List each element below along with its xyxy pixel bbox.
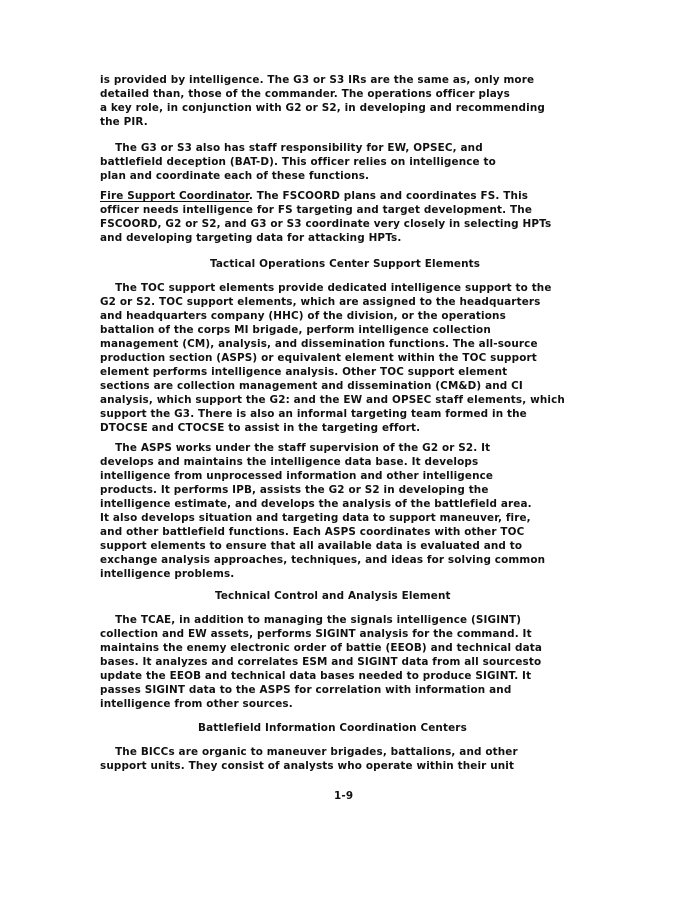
fscoord-title: Fire Support Coordinator bbox=[100, 190, 249, 202]
text-line: the PIR. bbox=[100, 116, 148, 128]
text-line: a key role, in conjunction with G2 or S2, in developing and recommending bbox=[100, 102, 545, 114]
text-line: update the EEOB and technical data bases needed to produce SIGINT. It bbox=[100, 670, 532, 682]
section-heading-tcae: Technical Control and Analysis Element bbox=[215, 590, 451, 602]
text-line: management (CM), analysis, and dissemination functions. The all-source bbox=[100, 338, 538, 350]
text-line bbox=[100, 190, 528, 203]
text-line: develops and maintains the intelligence data base. It develops bbox=[100, 456, 479, 468]
text-line: intelligence problems. bbox=[100, 568, 235, 580]
text-line: products. It performs IPB, assists the G2 or S2 in developing the bbox=[100, 484, 489, 496]
text-line: intelligence from unprocessed information and other intelligence bbox=[100, 470, 494, 482]
text-line: battlefield deception (BAT-D). This officer relies on intelligence to bbox=[100, 156, 496, 168]
text-line: element performs intelligence analysis. Other TOC support element bbox=[100, 366, 508, 378]
text-line: FSCOORD, G2 or S2, and G3 or S3 coordinate very closely in selecting HPTs bbox=[100, 218, 552, 230]
text-line: It also develops situation and targeting data to support maneuver, fire, bbox=[100, 512, 531, 524]
text-line: battalion of the corps MI brigade, perform intelligence collection bbox=[100, 324, 491, 336]
section-heading-bicc: Battlefield Information Coordination Centers bbox=[198, 722, 467, 734]
text-line: The ASPS works under the staff supervision of the G2 or S2. It bbox=[100, 442, 491, 454]
text-line: exchange analysis approaches, techniques, and ideas for solving common bbox=[100, 554, 546, 566]
text-line: support units. They consist of analysts who operate within their unit bbox=[100, 760, 515, 772]
text-line: officer needs intelligence for FS targeting and target development. The bbox=[100, 204, 533, 216]
text-line: and headquarters company (HHC) of the division, or the operations bbox=[100, 310, 506, 322]
section-heading-toc: Tactical Operations Center Support Elements bbox=[210, 258, 481, 270]
text-line: The TOC support elements provide dedicated intelligence support to the bbox=[100, 282, 552, 294]
text-line: detailed than, those of the commander. The operations officer plays bbox=[100, 88, 510, 100]
text-line: and other battlefield functions. Each ASPS coordinates with other TOC bbox=[100, 526, 525, 538]
text-line: support the G3. There is also an informal targeting team formed in the bbox=[100, 408, 527, 420]
text-line: maintains the enemy electronic order of battie (EEOB) and technical data bbox=[100, 642, 543, 654]
text-line: production section (ASPS) or equivalent element within the TOC support bbox=[100, 352, 537, 364]
text-line: bases. It analyzes and correlates ESM and SIGINT data from all sourcesto bbox=[100, 656, 542, 668]
text-line: collection and EW assets, performs SIGINT analysis for the command. It bbox=[100, 628, 532, 640]
text-line: The G3 or S3 also has staff responsibility for EW, OPSEC, and bbox=[100, 142, 483, 154]
text-line: is provided by intelligence. The G3 or S3 IRs are the same as, only more bbox=[100, 74, 535, 86]
text-line: support elements to ensure that all available data is evaluated and to bbox=[100, 540, 523, 552]
text-line: plan and coordinate each of these functions. bbox=[100, 170, 370, 182]
text-line: The TCAE, in addition to managing the signals intelligence (SIGINT) bbox=[100, 614, 522, 626]
text-line: analysis, which support the G2: and the EW and OPSEC staff elements, which bbox=[100, 394, 565, 406]
fscoord-first-line-rest: . The FSCOORD plans and coordinates FS. This bbox=[248, 190, 529, 202]
text-line: passes SIGINT data to the ASPS for correlation with information and bbox=[100, 684, 512, 696]
page-number: 1-9 bbox=[334, 790, 354, 802]
text-line: intelligence estimate, and develops the analysis of the battlefield area. bbox=[100, 498, 532, 510]
text-line: intelligence from other sources. bbox=[100, 698, 293, 710]
text-line: DTOCSE and CTOCSE to assist in the targeting effort. bbox=[100, 422, 421, 434]
text-line: The BICCs are organic to maneuver brigades, battalions, and other bbox=[100, 746, 518, 758]
text-line: and developing targeting data for attacking HPTs. bbox=[100, 232, 402, 244]
text-line: G2 or S2. TOC support elements, which are assigned to the headquarters bbox=[100, 296, 541, 308]
text-line: sections are collection management and dissemination (CM&D) and CI bbox=[100, 380, 523, 392]
